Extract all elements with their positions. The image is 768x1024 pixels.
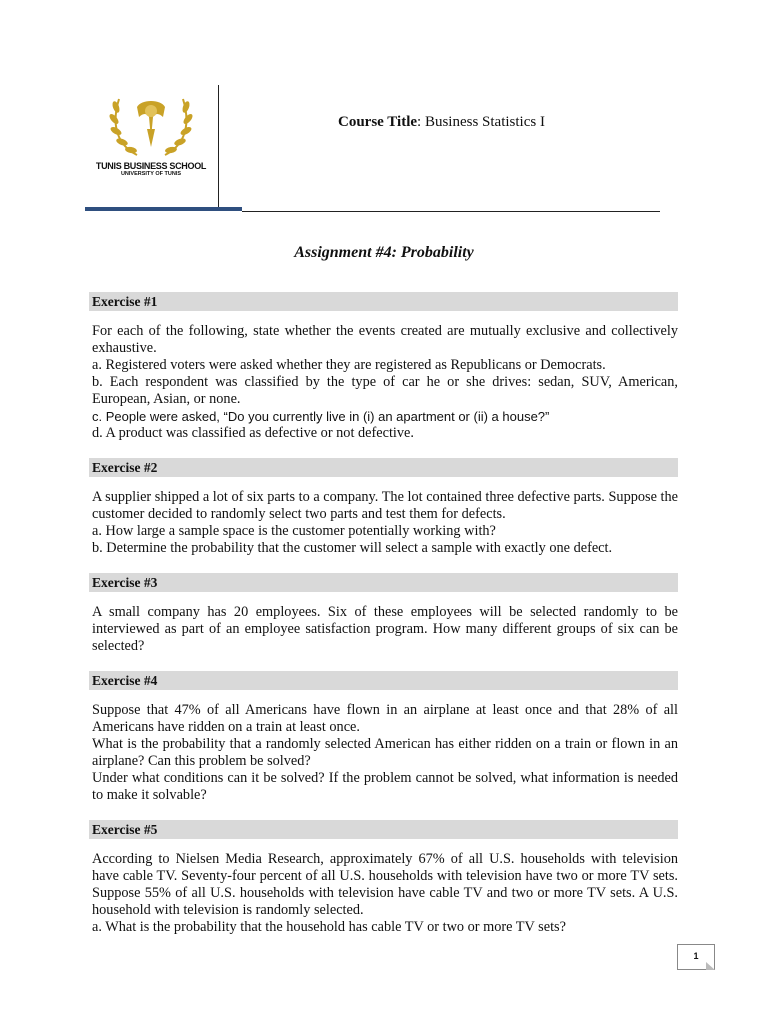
exercise-text: b. Each respondent was classified by the type of car he or she drives: sedan, SUV, American, European, Asian, or none. — [92, 374, 678, 407]
university-name: UNIVERSITY OF TUNIS — [120, 171, 182, 177]
header-accent-bar — [85, 207, 242, 211]
course-title — [338, 114, 545, 131]
exercise-body — [92, 489, 678, 557]
exercise-text: a. Registered voters were asked whether they are registered as Republicans or Democrats. — [92, 357, 606, 373]
exercise-text: A small company has 20 employees. Six of these employees will be selected randomly to be interviewed as part of an employee satisfaction program. How many different groups of six can be selected? — [92, 604, 678, 654]
header-vertical-divider — [218, 85, 219, 209]
exercise-text: a. What is the probability that the household has cable TV or two or more TV sets? — [92, 919, 566, 935]
assignment-title: Assignment #4: Probability — [294, 244, 474, 261]
exercise-body — [92, 851, 678, 936]
page-number-label: 1 — [693, 951, 699, 961]
exercise-text: For each of the following, state whether the events created are mutually exclusive and collectively exhaustive. — [92, 323, 678, 356]
course-title-label: Course Title — [338, 114, 418, 130]
exercise-body — [92, 604, 678, 655]
course-title-value: : Business Statistics I — [417, 114, 545, 130]
exercise-text: c. People were asked, “Do you currently live in (i) an apartment or (ii) a house?” — [92, 409, 550, 424]
exercise-text: What is the probability that a randomly selected American has either ridden on a train or flown in an airplane? Can this problem be solved? — [92, 736, 678, 769]
exercise-heading: Exercise #5 — [89, 820, 678, 839]
exercise-text: A supplier shipped a lot of six parts to a company. The lot contained three defective parts. Suppose the customer decided to randomly select two parts and test them for defects. — [92, 489, 678, 522]
school-name: TUNIS BUSINESS SCHOOL — [95, 161, 207, 171]
exercise-text: b. Determine the probability that the customer will select a sample with exactly one defect. — [92, 540, 613, 556]
laurel-eagle-icon — [107, 89, 195, 159]
document-header — [85, 85, 662, 215]
exercise-body — [92, 323, 678, 442]
exercise-text: Under what conditions can it be solved? If the problem cannot be solved, what information is needed to make it solvable? — [92, 770, 678, 803]
exercise-text: According to Nielsen Media Research, approximately 67% of all U.S. households with television have cable TV. Seventy-four percent of all U.S. households with television have two or more TV sets. Suppose 55% of all U.S. households with television have cable TV and two or more TV sets. A U.S. household with television is randomly selected. — [92, 851, 678, 918]
exercise-text: a. How large a sample space is the customer potentially working with? — [92, 523, 496, 539]
exercise-body — [92, 702, 678, 804]
exercise-list — [89, 292, 678, 952]
school-logo — [85, 89, 217, 199]
page-number — [677, 944, 715, 970]
page-fold-icon — [706, 962, 715, 970]
header-horizontal-divider — [242, 211, 660, 212]
exercise-heading: Exercise #4 — [89, 671, 678, 690]
exercise-text: Suppose that 47% of all Americans have flown in an airplane at least once and that 28% of all Americans have ridden on a train at least once. — [92, 702, 678, 735]
exercise-heading: Exercise #2 — [89, 458, 678, 477]
exercise-heading: Exercise #3 — [89, 573, 678, 592]
exercise-heading: Exercise #1 — [89, 292, 678, 311]
exercise-text: d. A product was classified as defective or not defective. — [92, 425, 414, 441]
